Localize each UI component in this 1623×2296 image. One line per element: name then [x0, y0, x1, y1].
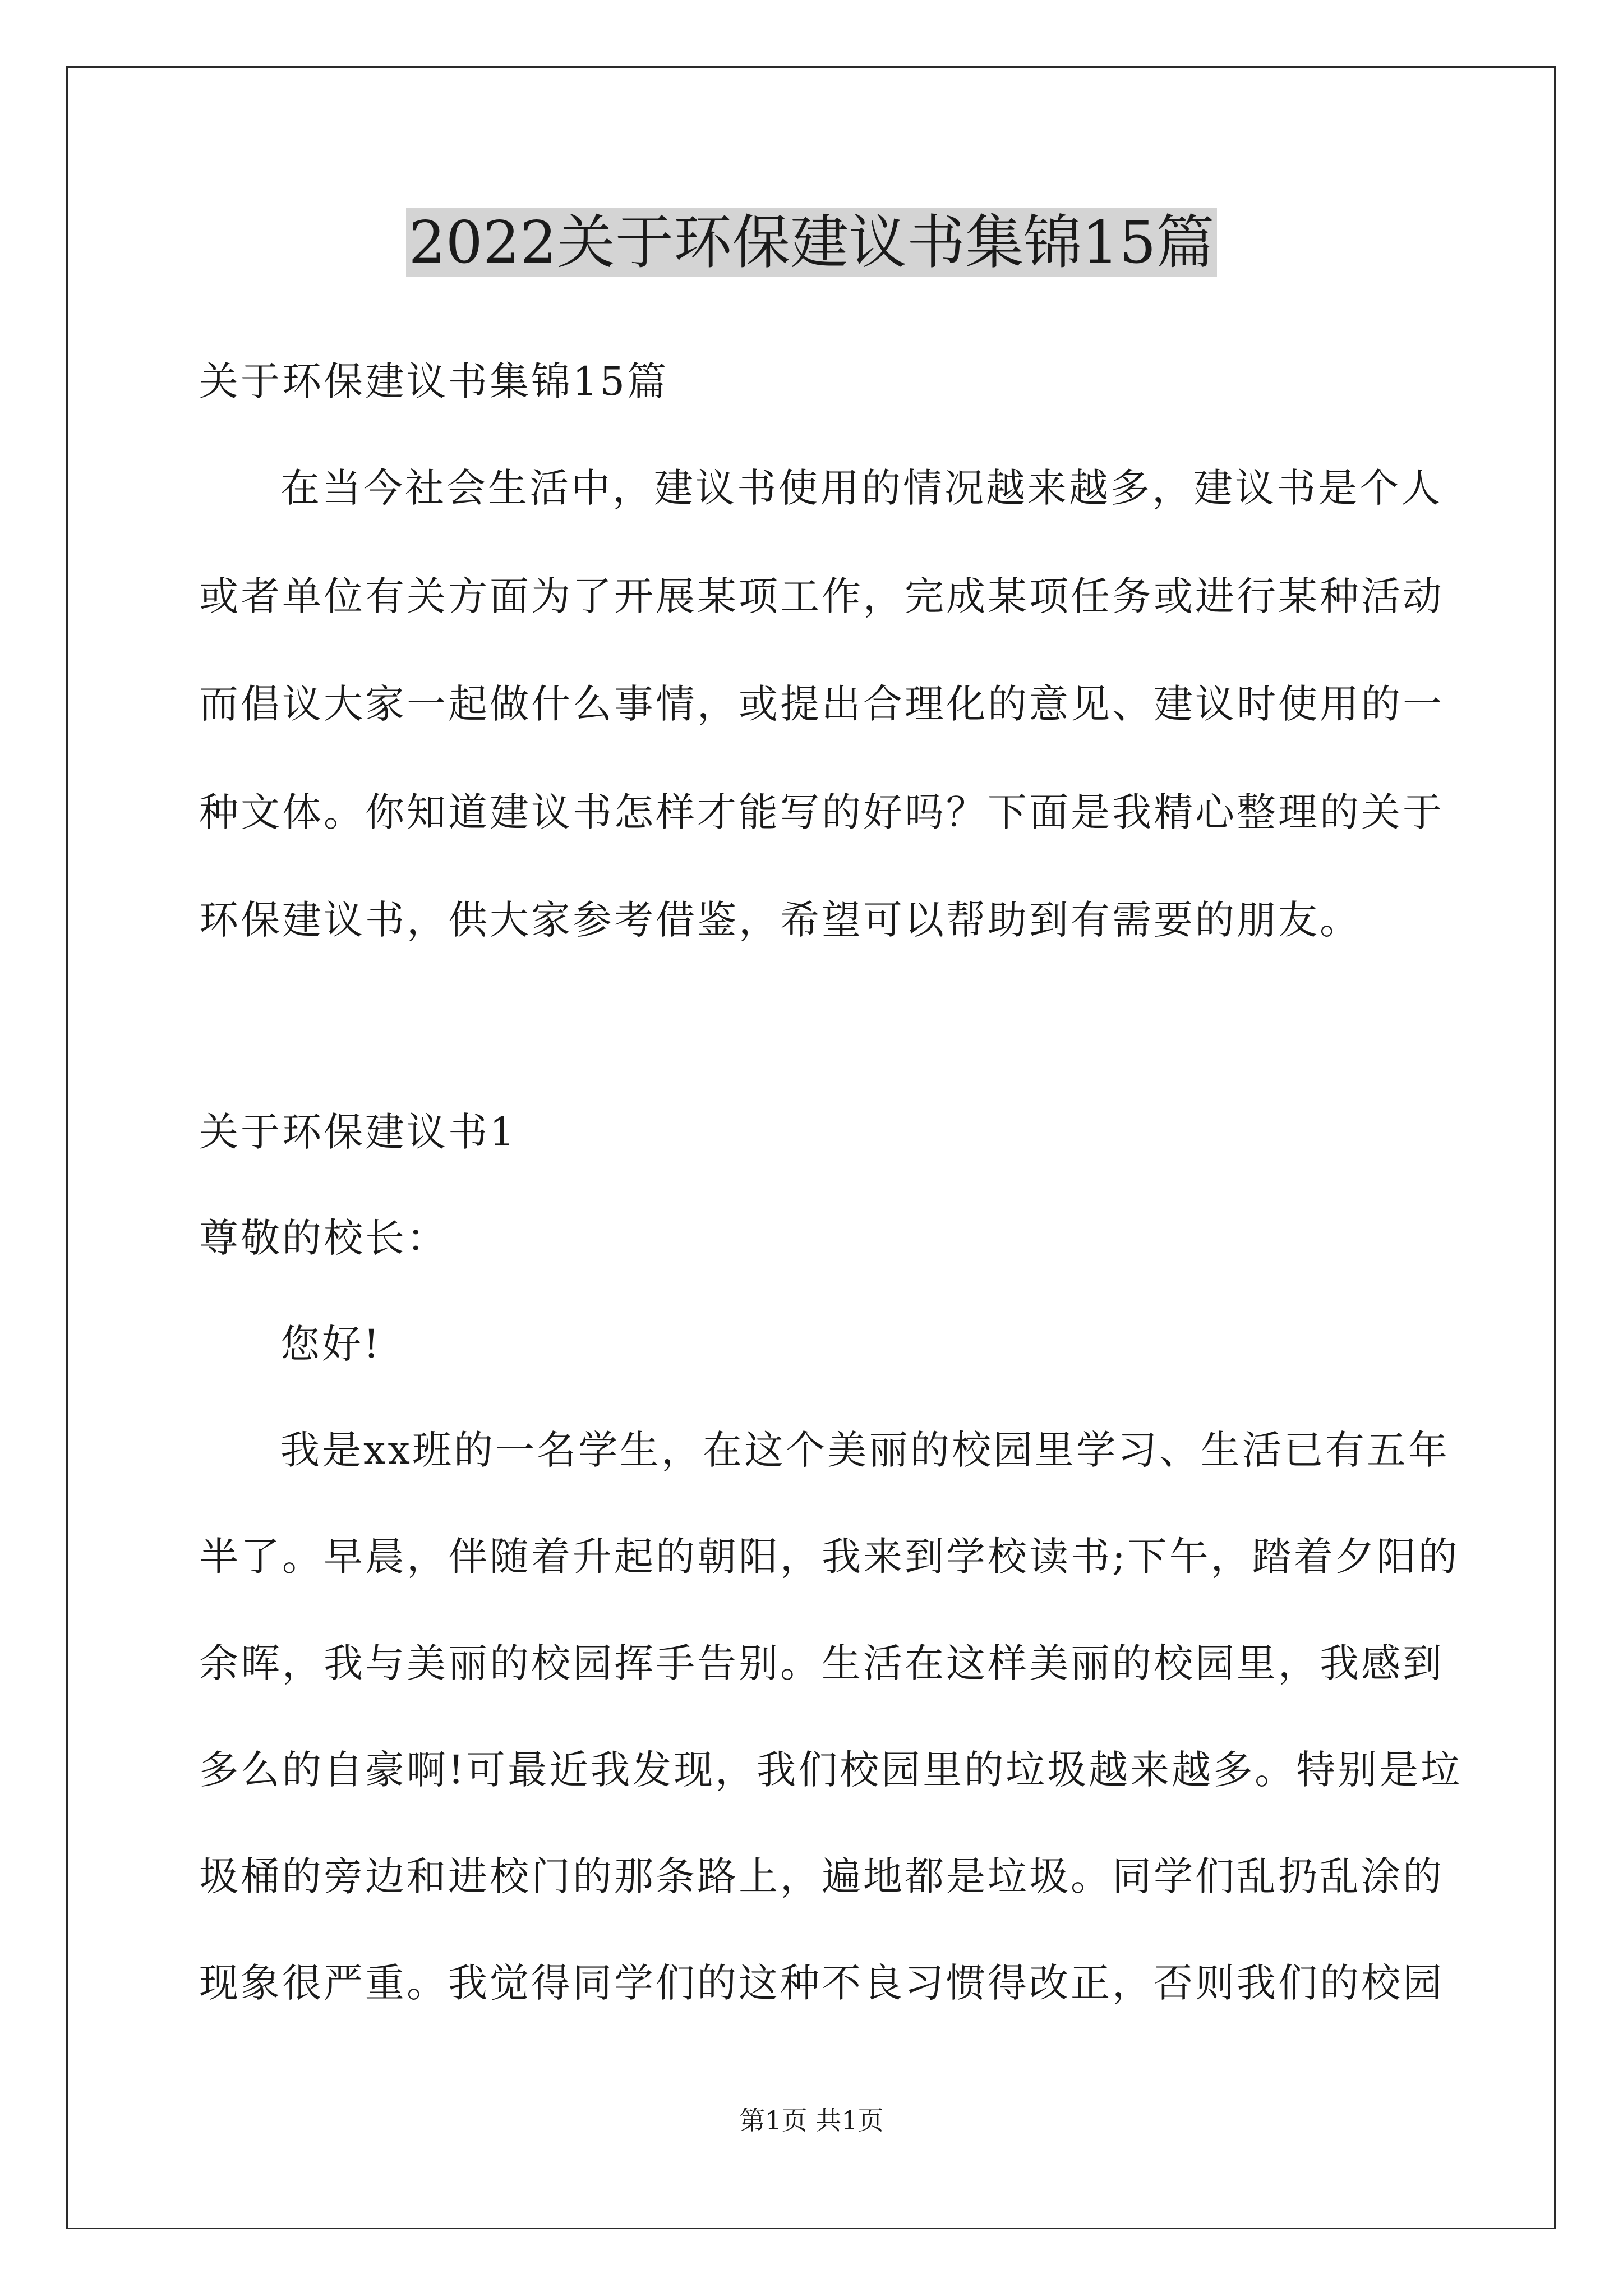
greeting: 您好!	[280, 1321, 382, 1367]
body-line-4: 多么的自豪啊!可最近我发现，我们校园里的垃圾越来越多。特别是垃	[199, 1747, 1463, 1793]
document-title	[0, 203, 1623, 282]
body-line-5: 圾桶的旁边和进校门的那条路上，遍地都是垃圾。同学们乱扔乱涂的	[199, 1853, 1444, 1899]
intro-line-2: 或者单位有关方面为了开展某项工作，完成某项任务或进行某种活动	[199, 573, 1444, 619]
section-heading: 关于环保建议书1	[199, 1109, 517, 1155]
salutation: 尊敬的校长：	[199, 1215, 448, 1261]
intro-line-4: 种文体。你知道建议书怎样才能写的好吗？下面是我精心整理的关于	[199, 789, 1444, 835]
body-line-3: 余晖，我与美丽的校园挥手告别。生活在这样美丽的校园里，我感到	[199, 1640, 1444, 1686]
page-footer: 第1页 共1页	[739, 2105, 884, 2136]
intro-line-3: 而倡议大家一起做什么事情，或提出合理化的意见、建议时使用的一	[199, 681, 1444, 727]
intro-line-1: 在当今社会生活中，建议书使用的情况越来越多，建议书是个人	[280, 465, 1442, 511]
body-line-6: 现象很严重。我觉得同学们的这种不良习惯得改正，否则我们的校园	[199, 1960, 1444, 2006]
body-line-1: 我是xx班的一名学生，在这个美丽的校园里学习、生活已有五年	[280, 1427, 1450, 1473]
document-title-text: 2022关于环保建议书集锦15篇	[406, 208, 1216, 277]
intro-line-5: 环保建议书，供大家参考借鉴，希望可以帮助到有需要的朋友。	[199, 897, 1361, 943]
subtitle: 关于环保建议书集锦15篇	[199, 358, 669, 404]
body-line-2: 半了。早晨，伴随着升起的朝阳，我来到学校读书;下午，踏着夕阳的	[199, 1534, 1460, 1580]
